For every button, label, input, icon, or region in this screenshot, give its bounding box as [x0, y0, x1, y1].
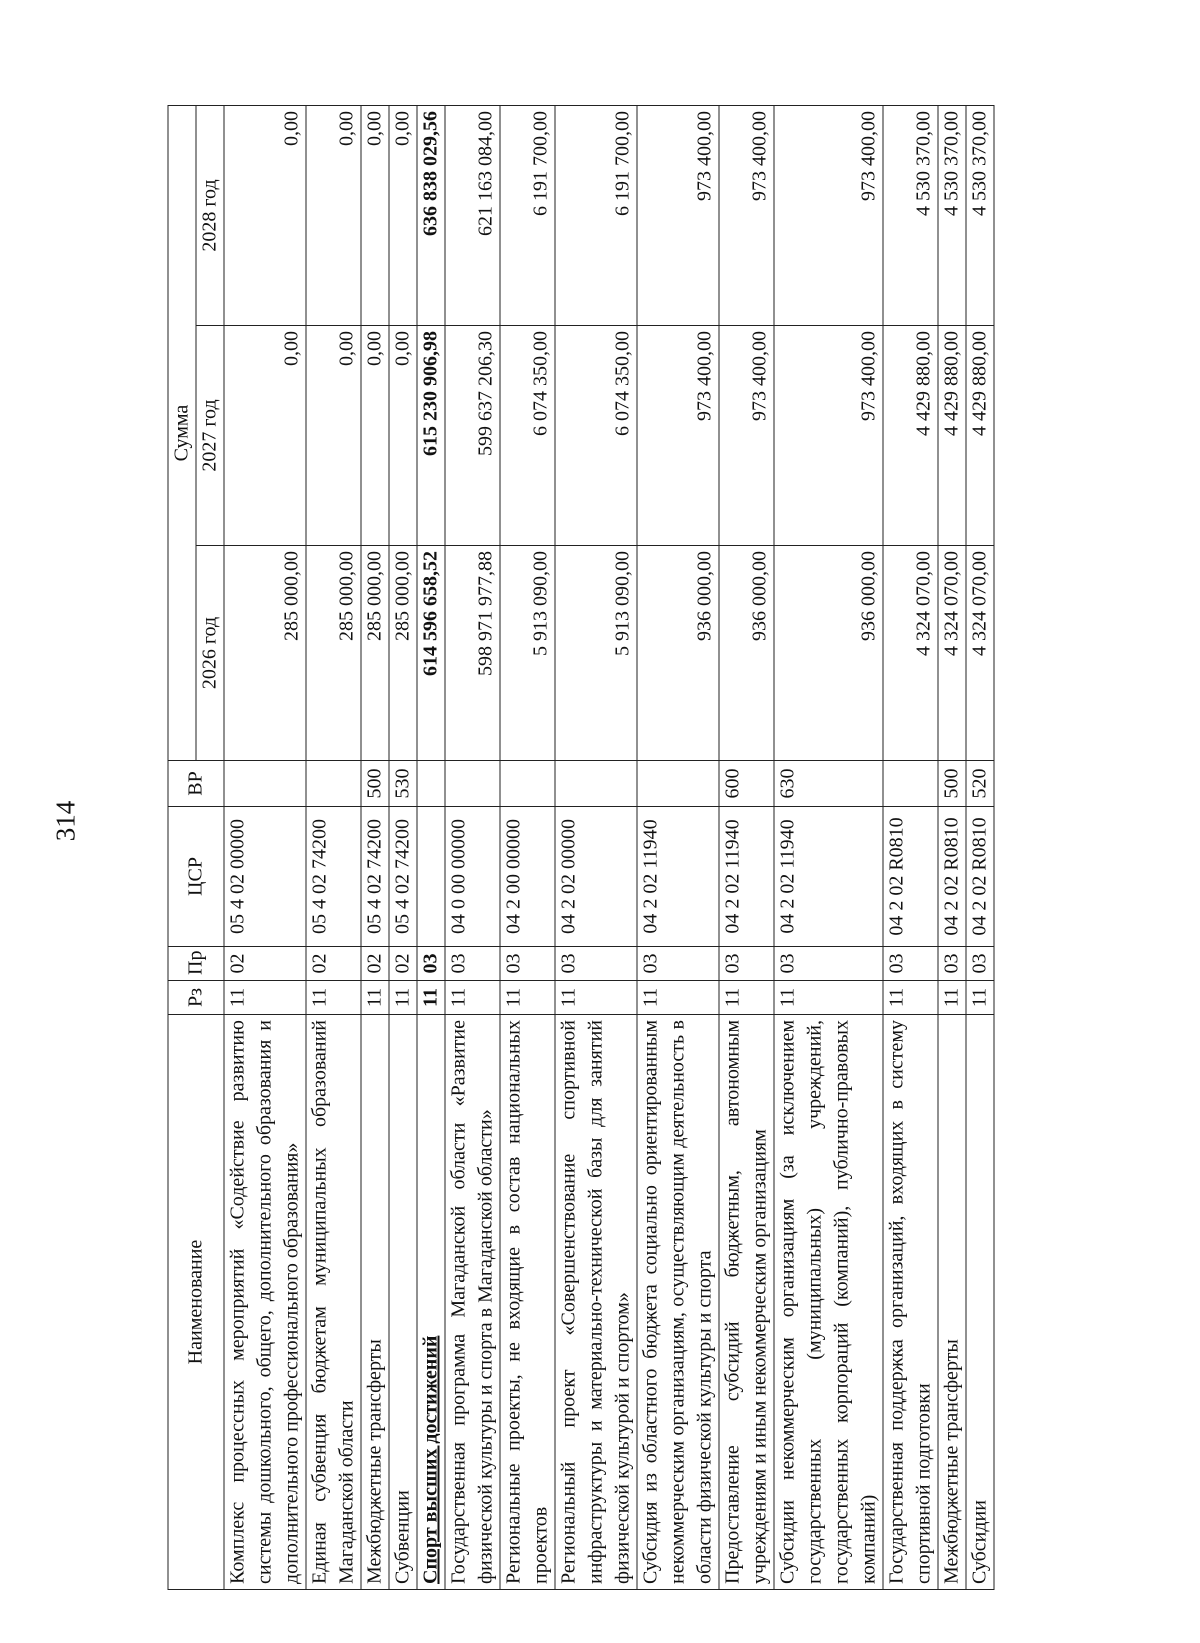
cell-2026: 5 913 090,00: [500, 546, 555, 761]
cell-2028: 0,00: [389, 106, 417, 326]
table-row: [389, 106, 417, 1590]
header-sum: Сумма: [168, 106, 196, 761]
cell-2027: 6 074 350,00: [555, 326, 637, 546]
cell-pr: 03: [883, 947, 938, 981]
table-row: [224, 106, 306, 1590]
cell-rz: 11: [966, 981, 994, 1015]
cell-2027: 973 400,00: [774, 326, 883, 546]
table-row: [938, 106, 966, 1590]
cell-rz: 11: [883, 981, 938, 1015]
header-year-2027: 2027 год: [196, 326, 224, 546]
cell-csr: 05 4 02 74200: [389, 807, 417, 947]
cell-pr: 02: [224, 947, 306, 981]
table-row: [417, 106, 445, 1590]
cell-pr: 02: [306, 947, 361, 981]
cell-vr: [224, 761, 306, 807]
cell-pr: 03: [417, 947, 445, 981]
cell-2028: 973 400,00: [774, 106, 883, 326]
table-body: [224, 106, 994, 1590]
header-vr: ВР: [168, 761, 224, 807]
cell-2028: 4 530 370,00: [966, 106, 994, 326]
cell-2026: 285 000,00: [306, 546, 361, 761]
cell-rz: 11: [445, 981, 500, 1015]
cell-2026: 285 000,00: [224, 546, 306, 761]
cell-name: Единая субвенция бюджетам муниципальных образований Магаданской области: [306, 1015, 361, 1590]
cell-name: Региональный проект «Совершенствование спортивной инфраструктуры и материально-технической базы для занятий физической культурой и спортом»: [555, 1015, 637, 1590]
cell-vr: 600: [719, 761, 774, 807]
cell-rz: 11: [637, 981, 719, 1015]
cell-name: Межбюджетные трансферты: [938, 1015, 966, 1590]
cell-rz: 11: [417, 981, 445, 1015]
cell-vr: [500, 761, 555, 807]
cell-pr: 03: [555, 947, 637, 981]
cell-vr: 520: [966, 761, 994, 807]
header-name: Наименование: [168, 1015, 224, 1590]
cell-2028: 6 191 700,00: [500, 106, 555, 326]
cell-rz: 11: [774, 981, 883, 1015]
cell-name: Субсидия из областного бюджета социально ориентированным некоммерческим организациям, осуществляющим деятельность в области физической культуры и спорта: [637, 1015, 719, 1590]
cell-rz: 11: [389, 981, 417, 1015]
cell-vr: [883, 761, 938, 807]
cell-csr: 05 4 02 74200: [361, 807, 389, 947]
table-row: [774, 106, 883, 1590]
cell-2027: 4 429 880,00: [883, 326, 938, 546]
cell-csr: 04 2 00 00000: [500, 807, 555, 947]
cell-2026: 598 971 977,88: [445, 546, 500, 761]
cell-name: Государственная поддержка организаций, входящих в систему спортивной подготовки: [883, 1015, 938, 1590]
cell-csr: 04 2 02 00000: [555, 807, 637, 947]
header-year-2026: 2026 год: [196, 546, 224, 761]
cell-2026: 4 324 070,00: [938, 546, 966, 761]
table-row: [306, 106, 361, 1590]
cell-2026: 936 000,00: [637, 546, 719, 761]
cell-name: Предоставление субсидий бюджетным, автономным учреждениям и иным некоммерческим организациям: [719, 1015, 774, 1590]
cell-pr: 02: [361, 947, 389, 981]
cell-2028: 4 530 370,00: [938, 106, 966, 326]
cell-2026: 614 596 658,52: [417, 546, 445, 761]
cell-rz: 11: [361, 981, 389, 1015]
cell-2027: 4 429 880,00: [966, 326, 994, 546]
cell-2028: 0,00: [361, 106, 389, 326]
cell-rz: 11: [500, 981, 555, 1015]
cell-2028: 6 191 700,00: [555, 106, 637, 326]
cell-2028: 4 530 370,00: [883, 106, 938, 326]
header-year-2028: 2028 год: [196, 106, 224, 326]
cell-2026: 285 000,00: [389, 546, 417, 761]
cell-vr: [417, 761, 445, 807]
cell-2026: 4 324 070,00: [966, 546, 994, 761]
cell-vr: [637, 761, 719, 807]
cell-rz: 11: [719, 981, 774, 1015]
cell-name: Региональные проекты, не входящие в состав национальных проектов: [500, 1015, 555, 1590]
cell-pr: 03: [774, 947, 883, 981]
cell-2026: 5 913 090,00: [555, 546, 637, 761]
cell-pr: 02: [389, 947, 417, 981]
cell-csr: 04 0 00 00000: [445, 807, 500, 947]
cell-vr: 500: [938, 761, 966, 807]
cell-2028: 973 400,00: [637, 106, 719, 326]
table-row: [445, 106, 500, 1590]
table-row: [883, 106, 938, 1590]
cell-pr: 03: [966, 947, 994, 981]
cell-vr: 500: [361, 761, 389, 807]
cell-name: Субвенции: [389, 1015, 417, 1590]
cell-name: Комплекс процессных мероприятий «Содействие развитию системы дошкольного, общего, дополнительного образования и дополнительного профессионального образования»: [224, 1015, 306, 1590]
cell-2027: 0,00: [361, 326, 389, 546]
cell-name: Государственная программа Магаданской области «Развитие физической культуры и спорта в Магаданской области»: [445, 1015, 500, 1590]
cell-2027: 0,00: [224, 326, 306, 546]
cell-name: Межбюджетные трансферты: [361, 1015, 389, 1590]
cell-csr: 05 4 02 00000: [224, 807, 306, 947]
cell-pr: 03: [719, 947, 774, 981]
header-csr: ЦСР: [168, 807, 224, 947]
cell-vr: 630: [774, 761, 883, 807]
cell-pr: 03: [445, 947, 500, 981]
cell-vr: [555, 761, 637, 807]
header-pr: Пр: [168, 947, 224, 981]
cell-vr: [306, 761, 361, 807]
cell-rz: 11: [938, 981, 966, 1015]
rotated-page: [168, 106, 1033, 1590]
cell-vr: 530: [389, 761, 417, 807]
table-row: [637, 106, 719, 1590]
cell-name: Спорт высших достижений: [417, 1015, 445, 1590]
cell-pr: 03: [637, 947, 719, 981]
header-rz: Рз: [168, 981, 224, 1015]
cell-vr: [445, 761, 500, 807]
cell-2027: 0,00: [306, 326, 361, 546]
cell-rz: 11: [306, 981, 361, 1015]
cell-csr: 04 2 02 R0810: [938, 807, 966, 947]
cell-csr: 04 2 02 11940: [637, 807, 719, 947]
cell-rz: 11: [555, 981, 637, 1015]
page-number: 314: [50, 800, 81, 842]
cell-2026: 4 324 070,00: [883, 546, 938, 761]
cell-2027: 973 400,00: [719, 326, 774, 546]
cell-2028: 973 400,00: [719, 106, 774, 326]
cell-2028: 636 838 029,56: [417, 106, 445, 326]
table-row: [966, 106, 994, 1590]
cell-name: Субсидии: [966, 1015, 994, 1590]
cell-2028: 0,00: [306, 106, 361, 326]
cell-2026: 936 000,00: [774, 546, 883, 761]
cell-2026: 285 000,00: [361, 546, 389, 761]
cell-2027: 599 637 206,30: [445, 326, 500, 546]
cell-2028: 621 163 084,00: [445, 106, 500, 326]
cell-pr: 03: [500, 947, 555, 981]
budget-table: [168, 105, 995, 1590]
cell-csr: 04 2 02 R0810: [883, 807, 938, 947]
cell-csr: [417, 807, 445, 947]
cell-csr: 04 2 02 R0810: [966, 807, 994, 947]
cell-2027: 0,00: [389, 326, 417, 546]
cell-pr: 03: [938, 947, 966, 981]
table-header: [168, 106, 224, 1590]
cell-2027: 4 429 880,00: [938, 326, 966, 546]
cell-2026: 936 000,00: [719, 546, 774, 761]
cell-rz: 11: [224, 981, 306, 1015]
table-row: [719, 106, 774, 1590]
cell-name: Субсидии некоммерческим организациям (за исключением государственных (муниципальных) учреждений, государственных корпораций (компаний), публично-правовых компаний): [774, 1015, 883, 1590]
cell-2028: 0,00: [224, 106, 306, 326]
table-row: [361, 106, 389, 1590]
cell-2027: 615 230 906,98: [417, 326, 445, 546]
cell-csr: 04 2 02 11940: [719, 807, 774, 947]
cell-2027: 6 074 350,00: [500, 326, 555, 546]
cell-csr: 04 2 02 11940: [774, 807, 883, 947]
table-row: [500, 106, 555, 1590]
cell-2027: 973 400,00: [637, 326, 719, 546]
table-row: [555, 106, 637, 1590]
cell-csr: 05 4 02 74200: [306, 807, 361, 947]
